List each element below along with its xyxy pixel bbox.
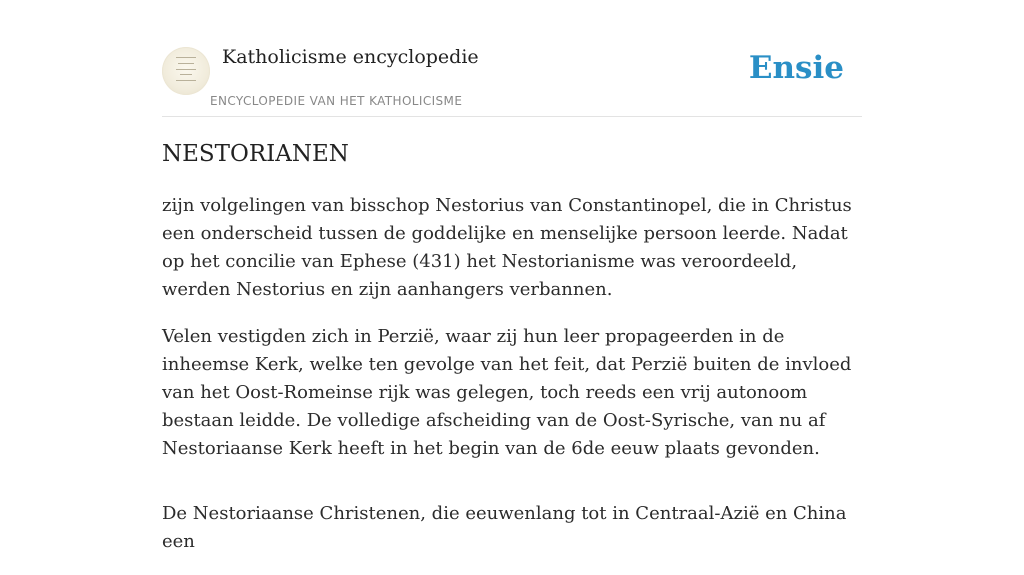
article — [162, 138, 862, 575]
site-subtitle: ENCYCLOPEDIE VAN HET KATHOLICISME — [210, 94, 463, 108]
site-title[interactable]: Katholicisme encyclopedie — [222, 46, 479, 68]
article-paragraph: zijn volgelingen van bisschop Nestorius van Constantinopel, die in Christus een onderscheid tussen de goddelijke en menselijke persoon leerde. Nadat op het concilie van Ephese (431) het Nestorianisme was veroordeeld, werden Nestorius en zijn aanhangers verbannen. — [162, 195, 852, 300]
cover-line — [178, 63, 194, 64]
ensie-logo-link[interactable]: Ensie — [748, 50, 844, 86]
site-header — [162, 40, 862, 117]
encyclopedia-cover-thumbnail[interactable] — [162, 47, 210, 95]
cover-line — [176, 80, 196, 81]
cover-line — [176, 57, 196, 58]
article-paragraph: Velen vestigden zich in Perzië, waar zij hun leer propageerden in de inheemse Kerk, welke ten gevolge van het feit, dat Perzië buiten de invloed van het Oost-Romeinse rijk was gelegen, toch reeds een vrij autonoom bestaan leidde. De volledige afscheiding van de Oost-Syrische, van nu af Nestoriaanse Kerk heeft in het begin van de 6de eeuw plaats gevonden. — [162, 326, 852, 459]
article-paragraph: De Nestoriaanse Christenen, die eeuwenlang tot in Centraal-Azië en China een — [162, 503, 847, 552]
article-title: NESTORIANEN — [162, 141, 349, 167]
cover-line — [180, 74, 192, 75]
cover-line — [176, 69, 196, 70]
